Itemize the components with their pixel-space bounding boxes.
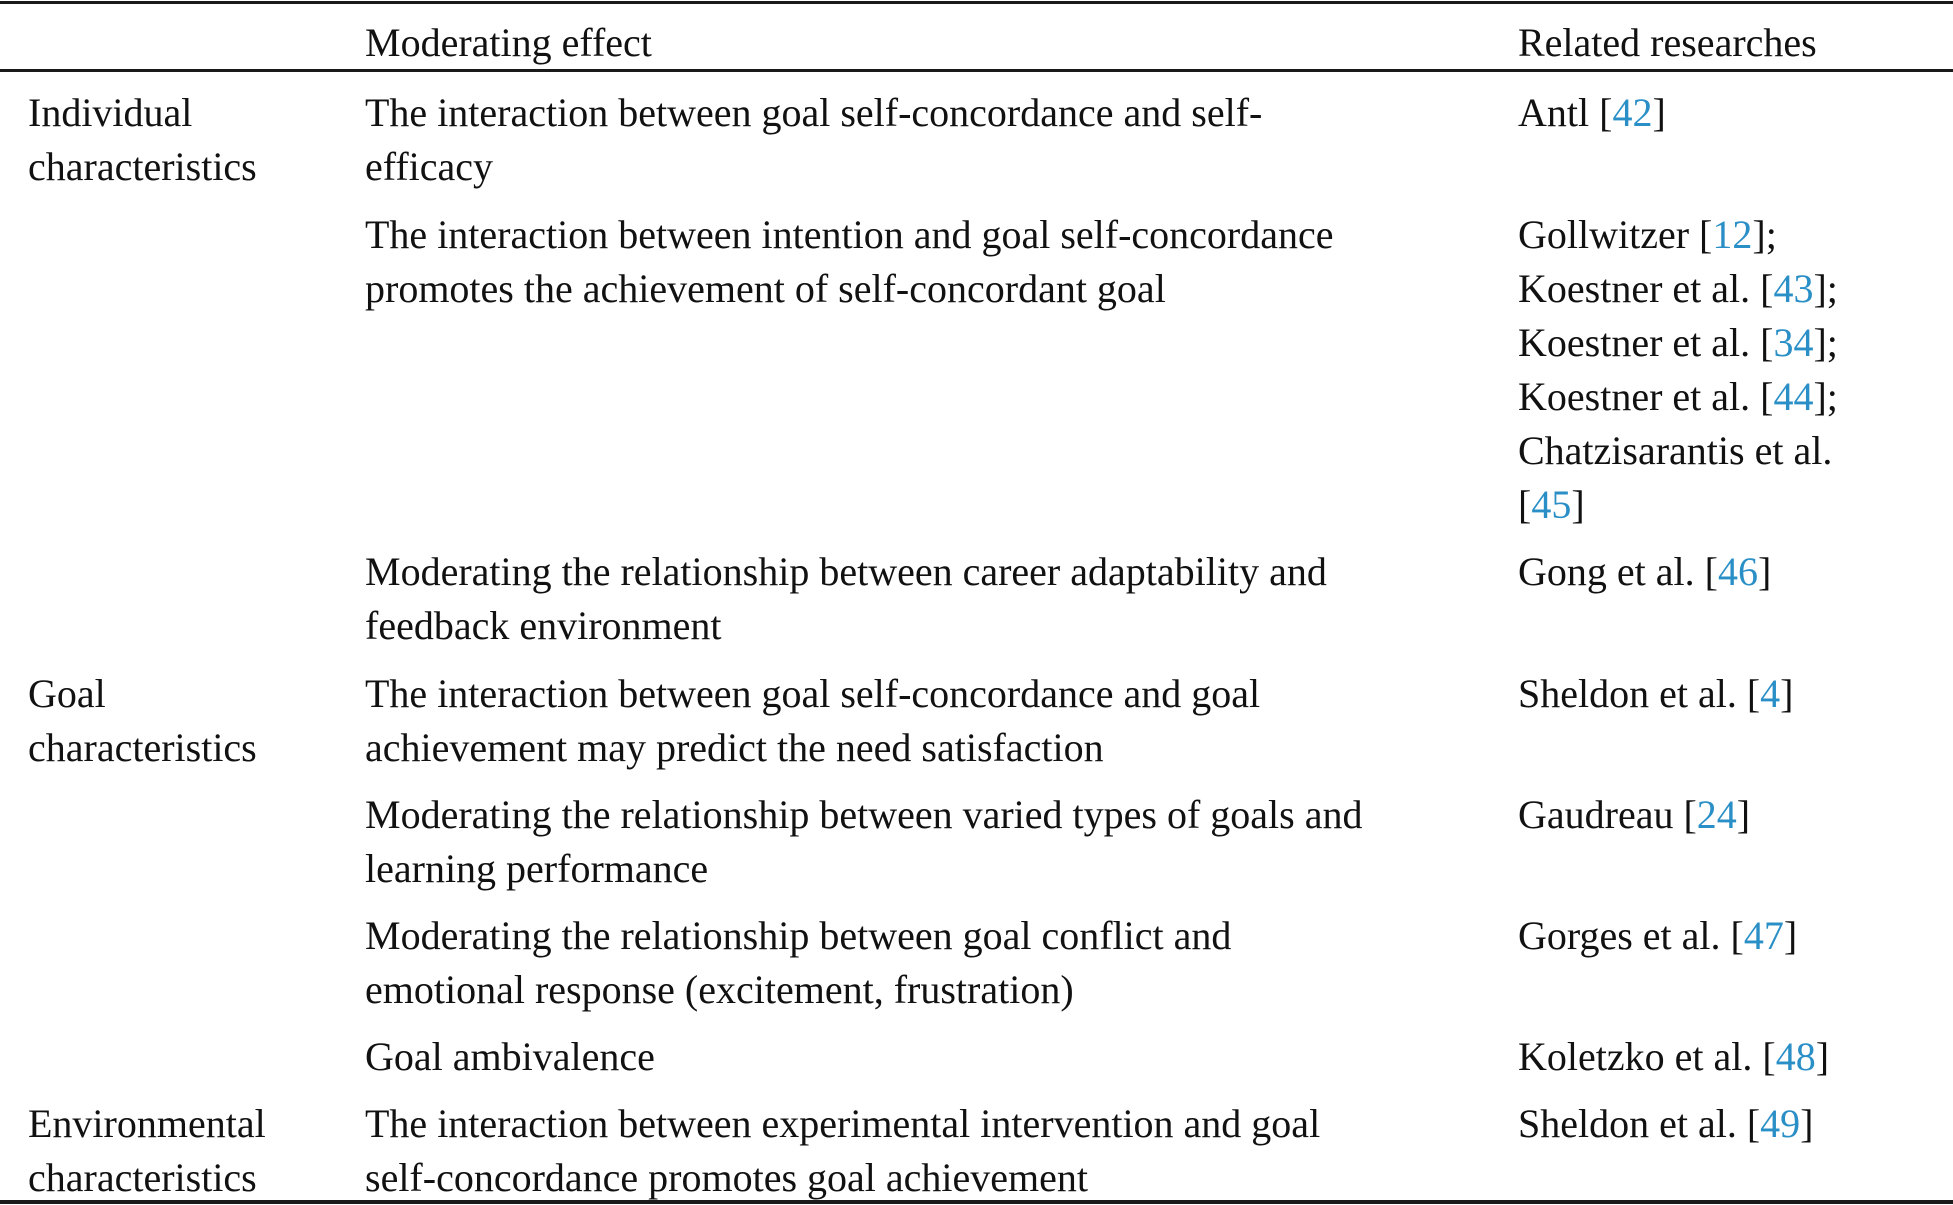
row-category: characteristics bbox=[28, 1155, 257, 1200]
row-effect: The interaction between experimental intervention and goal bbox=[365, 1101, 1321, 1146]
citation-link[interactable]: 47 bbox=[1743, 913, 1784, 958]
row-reference bbox=[1518, 424, 1832, 478]
row-effect: self-concordance promotes goal achievement bbox=[365, 1155, 1089, 1200]
reference-text: ] bbox=[1783, 913, 1798, 958]
row-reference bbox=[1518, 1030, 1829, 1084]
row-reference bbox=[1518, 545, 1771, 599]
row-category: characteristics bbox=[28, 725, 257, 770]
header-related-researches: Related researches bbox=[1518, 20, 1817, 65]
row-effect: The interaction between goal self-concordance and goal bbox=[365, 671, 1261, 716]
row-effect: Moderating the relationship between goal conflict and bbox=[365, 913, 1232, 958]
citation-link[interactable]: 49 bbox=[1760, 1101, 1801, 1146]
row-effect: Goal ambivalence bbox=[365, 1034, 655, 1079]
row-category: Environmental bbox=[28, 1101, 266, 1146]
citation-link[interactable]: 45 bbox=[1531, 482, 1572, 527]
reference-text: ] bbox=[1652, 90, 1666, 135]
citation-link[interactable]: 4 bbox=[1760, 671, 1781, 716]
reference-text: Koestner et al. [ bbox=[1518, 266, 1774, 311]
reference-text: ] bbox=[1571, 482, 1585, 527]
citation-link[interactable]: 44 bbox=[1773, 374, 1814, 419]
reference-text: ] bbox=[1736, 792, 1751, 837]
reference-text: Gorges et al. [ bbox=[1518, 913, 1744, 958]
reference-text: ] bbox=[1800, 1101, 1814, 1146]
reference-text: ] bbox=[1815, 1034, 1830, 1079]
row-reference bbox=[1518, 208, 1777, 262]
reference-text: Gong et al. [ bbox=[1518, 549, 1718, 594]
row-category: Individual bbox=[28, 90, 193, 135]
row-reference bbox=[1518, 86, 1666, 140]
citation-link[interactable]: 46 bbox=[1717, 549, 1758, 594]
row-effect: feedback environment bbox=[365, 603, 722, 648]
row-reference bbox=[1518, 316, 1838, 370]
citation-link[interactable]: 24 bbox=[1696, 792, 1737, 837]
citation-link[interactable]: 12 bbox=[1712, 212, 1753, 257]
row-reference bbox=[1518, 788, 1750, 842]
table-header-rule bbox=[0, 69, 1953, 72]
reference-text: Gollwitzer [ bbox=[1518, 212, 1713, 257]
row-effect: efficacy bbox=[365, 144, 494, 189]
citation-link[interactable]: 34 bbox=[1773, 320, 1814, 365]
reference-text: ]; bbox=[1813, 266, 1838, 311]
reference-text: [ bbox=[1518, 482, 1532, 527]
reference-text: ]; bbox=[1813, 374, 1838, 419]
reference-text: ]; bbox=[1813, 320, 1838, 365]
row-reference bbox=[1518, 478, 1585, 532]
reference-text: ] bbox=[1780, 671, 1794, 716]
row-effect: emotional response (excitement, frustration) bbox=[365, 967, 1074, 1012]
reference-text: Koestner et al. [ bbox=[1518, 320, 1774, 365]
reference-text: Sheldon et al. [ bbox=[1518, 1101, 1761, 1146]
table-top-rule bbox=[0, 1, 1953, 4]
row-effect: The interaction between goal self-concordance and self- bbox=[365, 90, 1263, 135]
row-reference bbox=[1518, 262, 1838, 316]
row-effect: achievement may predict the need satisfaction bbox=[365, 725, 1104, 770]
reference-text: Gaudreau [ bbox=[1518, 792, 1697, 837]
row-reference bbox=[1518, 667, 1794, 721]
reference-text: Koletzko et al. [ bbox=[1518, 1034, 1776, 1079]
row-effect: promotes the achievement of self-concordant goal bbox=[365, 266, 1166, 311]
citation-link[interactable]: 42 bbox=[1612, 90, 1653, 135]
header-moderating-effect: Moderating effect bbox=[365, 20, 652, 65]
citation-link[interactable]: 43 bbox=[1773, 266, 1814, 311]
reference-text: Chatzisarantis et al. bbox=[1518, 428, 1833, 473]
reference-text: Sheldon et al. [ bbox=[1518, 671, 1761, 716]
row-effect: The interaction between intention and goal self-concordance bbox=[365, 212, 1334, 257]
row-reference bbox=[1518, 370, 1838, 424]
reference-text: Koestner et al. [ bbox=[1518, 374, 1774, 419]
row-reference bbox=[1518, 909, 1797, 963]
row-effect: Moderating the relationship between varied types of goals and bbox=[365, 792, 1363, 837]
row-reference bbox=[1518, 1097, 1814, 1151]
reference-text: Antl [ bbox=[1518, 90, 1613, 135]
row-category: Goal bbox=[28, 671, 106, 716]
row-category: characteristics bbox=[28, 144, 257, 189]
table-bottom-rule bbox=[0, 1200, 1953, 1204]
reference-text: ]; bbox=[1752, 212, 1777, 257]
citation-link[interactable]: 48 bbox=[1775, 1034, 1816, 1079]
reference-text: ] bbox=[1757, 549, 1772, 594]
row-effect: learning performance bbox=[365, 846, 709, 891]
row-effect: Moderating the relationship between career adaptability and bbox=[365, 549, 1327, 594]
